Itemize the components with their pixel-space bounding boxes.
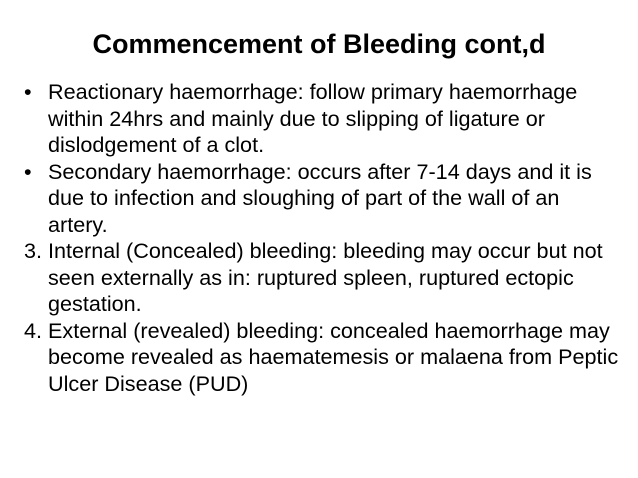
slide-title: Commencement of Bleeding cont,d <box>92 29 546 59</box>
list-item-text: 3. Internal (Concealed) bleeding: bleeding may occur but not seen externally as in: ruptured spleen, ruptured ectopic gestation. <box>24 238 603 316</box>
list-item-reactionary <box>24 79 624 159</box>
bullet-list <box>24 79 624 397</box>
list-item-text: Secondary haemorrhage: occurs after 7-14 days and it is due to infection and sloughing of part of the wall of an artery. <box>48 158 592 237</box>
list-item-external <box>24 318 624 398</box>
list-item-internal <box>24 238 624 318</box>
list-item-secondary <box>24 159 624 239</box>
bullet-icon: • <box>24 79 32 104</box>
list-item-text: Reactionary haemorrhage: follow primary haemorrhage within 24hrs and mainly due to slipping of ligature or dislodgement of a clot. <box>48 79 578 157</box>
list-item-text: 4. External (revealed) bleeding: concealed haemorrhage may become revealed as haematemesis or malaena from Peptic Ulcer Disease (PUD) <box>24 317 619 396</box>
bullet-icon: • <box>24 158 32 184</box>
